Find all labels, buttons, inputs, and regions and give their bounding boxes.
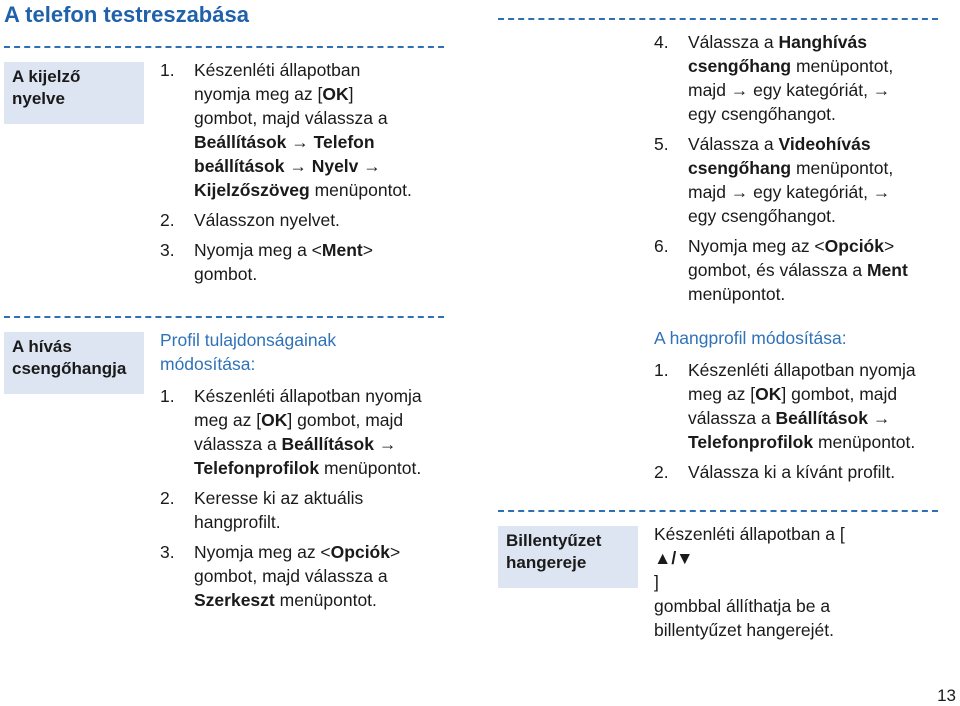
text-line: Keresse ki az aktuális — [194, 488, 364, 508]
text-line: majd → egy kategóriát, → — [688, 80, 891, 100]
text-line: Készenléti állapotban a [ ▲/▼ ] — [654, 524, 845, 592]
text-line: gombot, majd válassza a — [194, 566, 388, 586]
list-item — [160, 58, 445, 202]
step-number: 5. — [654, 134, 669, 154]
page-number: 13 — [937, 686, 956, 705]
display-language-steps — [160, 58, 445, 292]
profile-properties-subheading — [160, 328, 336, 376]
text-line: Telefonprofilok menüpontot. — [194, 458, 422, 478]
text-line: meg az [OK] gombot, majd — [194, 410, 404, 430]
text-line: Válassza a Hanghívás — [688, 32, 867, 52]
list-item — [160, 540, 445, 612]
list-item — [654, 358, 944, 454]
text-line: Válassza a Videohívás — [688, 134, 871, 154]
text-line: Válasszon nyelvet. — [194, 210, 340, 230]
step-number: 2. — [160, 488, 175, 508]
text-line: majd → egy kategóriát, → — [688, 182, 891, 202]
step-number: 1. — [160, 60, 175, 80]
step-number: 3. — [160, 542, 175, 562]
label-line: hangereje — [506, 553, 587, 572]
list-item — [160, 238, 445, 286]
section-divider — [498, 510, 938, 512]
text-line: Szerkeszt menüpontot. — [194, 590, 377, 610]
modify-profile-subheading: A hangprofil módosítása: — [654, 328, 847, 348]
text-line: csengőhang menüpontot, — [688, 158, 894, 178]
section-divider — [4, 316, 444, 318]
text-line: Nyomja meg a <Ment> — [194, 240, 373, 260]
text-line: Nyomja meg az <Opciók> — [688, 236, 895, 256]
label-line: csengőhangja — [12, 359, 127, 378]
label-line: A kijelző — [12, 67, 81, 86]
text-line: Készenléti állapotban nyomja — [688, 360, 916, 380]
modify-profile-steps — [654, 358, 944, 490]
label-line: nyelve — [12, 89, 65, 108]
list-item — [160, 208, 445, 232]
text-line: beállítások → Nyelv → — [194, 156, 381, 176]
list-item — [160, 486, 445, 534]
text-line: Kijelzőszöveg menüpontot. — [194, 180, 412, 200]
list-item — [654, 234, 944, 306]
step-number: 6. — [654, 236, 669, 256]
label-line: Billentyűzet — [506, 531, 602, 550]
list-item — [160, 384, 445, 480]
text-line: csengőhang menüpontot, — [688, 56, 894, 76]
text-line: válassza a Beállítások → — [688, 408, 891, 428]
section-divider — [4, 46, 444, 48]
list-item — [654, 30, 944, 126]
text-line: Telefonprofilok menüpontot. — [688, 432, 916, 452]
ringtone-steps — [160, 384, 445, 618]
text-line: menüpontot. — [688, 284, 786, 304]
label-line: Profil tulajdonságainak — [160, 330, 337, 350]
text-line: gombbal állíthatja be a — [654, 596, 831, 616]
keypad-volume-text — [654, 522, 845, 642]
text-line: Válassza ki a kívánt profilt. — [688, 462, 896, 482]
text-line: meg az [OK] gombot, majd — [688, 384, 898, 404]
text-line: gombot, majd válassza a — [194, 108, 388, 128]
list-item — [654, 460, 944, 484]
text-line: egy csengőhangot. — [688, 104, 836, 124]
display-language-label — [4, 62, 144, 124]
text-line: Készenléti állapotban nyomja — [194, 386, 422, 406]
step-number: 2. — [654, 462, 669, 482]
step-number: 2. — [160, 210, 175, 230]
text-line: Készenléti állapotban — [194, 60, 361, 80]
step-number: 3. — [160, 240, 175, 260]
step-number: 4. — [654, 32, 669, 52]
list-item — [654, 132, 944, 228]
text-line: Nyomja meg az <Opciók> — [194, 542, 401, 562]
text-line: gombot. — [194, 264, 258, 284]
text-line: gombot, és válassza a Ment — [688, 260, 908, 280]
text-line: hangprofilt. — [194, 512, 281, 532]
step-number: 1. — [654, 360, 669, 380]
text-line: egy csengőhangot. — [688, 206, 836, 226]
label-line: módosítása: — [160, 354, 256, 374]
text-line: billentyűzet hangerejét. — [654, 620, 834, 640]
page-title: A telefon testreszabása — [4, 2, 249, 27]
text-line: válassza a Beállítások → — [194, 434, 397, 454]
ringtone-steps-continued — [654, 30, 944, 312]
label-line: A hívás — [12, 337, 72, 356]
keypad-volume-label — [498, 526, 638, 588]
step-number: 1. — [160, 386, 175, 406]
ringtone-label — [4, 332, 144, 394]
section-divider — [498, 18, 938, 20]
text-line: Beállítások → Telefon — [194, 132, 375, 152]
text-line: nyomja meg az [OK] — [194, 84, 354, 104]
